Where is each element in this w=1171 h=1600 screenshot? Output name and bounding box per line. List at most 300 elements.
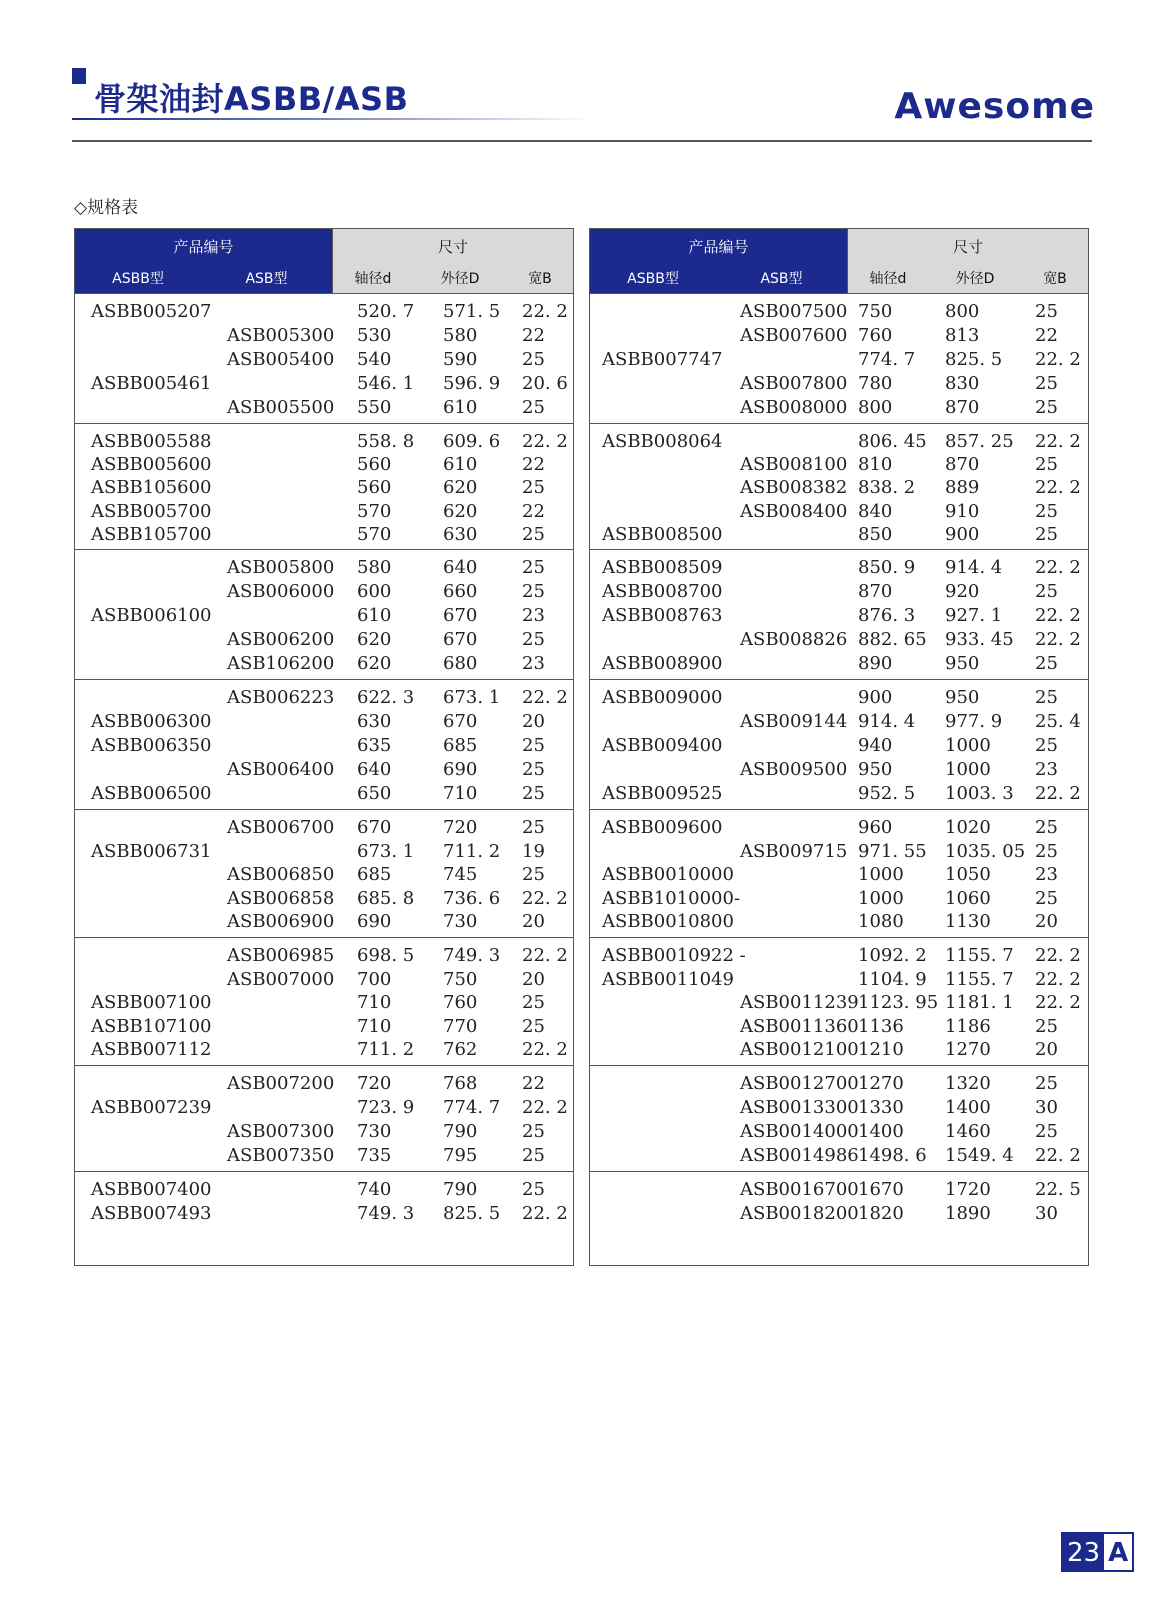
asb-cell: ASB0011360 bbox=[740, 1015, 859, 1037]
header-product-no: 产品编号 bbox=[590, 229, 848, 263]
width-cell: 22 bbox=[1035, 325, 1058, 346]
table-row bbox=[590, 300, 1088, 324]
outer-cell: 1890 bbox=[945, 1203, 991, 1224]
outer-cell: 1549. 4 bbox=[945, 1145, 1014, 1166]
table-row bbox=[590, 1096, 1088, 1120]
table-row bbox=[590, 1144, 1088, 1168]
width-cell: 20 bbox=[1035, 1039, 1058, 1061]
outer-cell: 1320 bbox=[945, 1073, 991, 1094]
outer-cell: 889 bbox=[945, 477, 980, 499]
outer-cell: 950 bbox=[945, 653, 980, 674]
asbb-cell: ASBB008509 bbox=[602, 557, 723, 578]
width-cell: 22. 2 bbox=[1035, 349, 1081, 370]
outer-cell: 690 bbox=[443, 759, 478, 780]
width-cell: 23 bbox=[522, 605, 545, 626]
outer-cell: 914. 4 bbox=[945, 557, 1003, 578]
shaft-cell: 850. 9 bbox=[858, 557, 916, 578]
table-row bbox=[75, 396, 573, 420]
outer-cell: 1186 bbox=[945, 1015, 991, 1037]
shaft-cell: 740 bbox=[357, 1179, 392, 1200]
asbb-cell: ASBB105600 bbox=[91, 477, 212, 499]
header-size: 尺寸 bbox=[848, 229, 1088, 263]
shaft-cell: 730 bbox=[357, 1121, 392, 1142]
outer-cell: 933. 45 bbox=[945, 629, 1014, 650]
width-cell: 25 bbox=[1035, 1121, 1058, 1142]
shaft-cell: 560 bbox=[357, 477, 392, 499]
width-cell: 22. 2 bbox=[1035, 945, 1081, 966]
shaft-cell: 876. 3 bbox=[858, 605, 916, 626]
asbb-cell: ASBB006350 bbox=[91, 735, 212, 756]
shaft-cell: 750 bbox=[858, 301, 893, 322]
asb-cell: ASB006200 bbox=[227, 629, 335, 650]
asb-cell: ASB007200 bbox=[227, 1073, 335, 1094]
asbb-cell: ASBB007239 bbox=[91, 1097, 212, 1118]
outer-cell: 1050 bbox=[945, 864, 991, 886]
page-letter: A bbox=[1104, 1534, 1132, 1570]
asb-cell: ASB0018200 bbox=[740, 1203, 859, 1224]
table-row bbox=[75, 652, 573, 676]
shaft-cell: 806. 45 bbox=[858, 431, 927, 452]
page-number-badge bbox=[1061, 1532, 1134, 1572]
width-cell: 22. 2 bbox=[1035, 968, 1081, 990]
width-cell: 25 bbox=[1035, 1073, 1058, 1094]
width-cell: 25 bbox=[522, 1121, 545, 1142]
outer-cell: 1460 bbox=[945, 1121, 991, 1142]
shaft-cell: 673. 1 bbox=[357, 840, 415, 862]
asbb-cell: ASBB008763 bbox=[602, 605, 723, 626]
asb-cell: ASB007800 bbox=[740, 373, 848, 394]
table-row bbox=[590, 991, 1088, 1015]
table-row bbox=[590, 887, 1088, 911]
table-row bbox=[75, 1072, 573, 1096]
table-row bbox=[590, 604, 1088, 628]
width-cell: 23 bbox=[1035, 759, 1058, 780]
header-asbb-type: ASBB型 bbox=[75, 263, 201, 293]
outer-cell: 630 bbox=[443, 523, 478, 545]
asbb-cell: ASBB008500 bbox=[602, 523, 723, 545]
asb-cell: ASB008000 bbox=[740, 397, 848, 418]
shaft-cell: 622. 3 bbox=[357, 687, 415, 708]
shaft-cell: 1820 bbox=[858, 1203, 904, 1224]
shaft-cell: 1400 bbox=[858, 1121, 904, 1142]
width-cell: 30 bbox=[1035, 1203, 1058, 1224]
table-row bbox=[590, 863, 1088, 887]
width-cell: 25 bbox=[1035, 523, 1058, 545]
outer-cell: 870 bbox=[945, 397, 980, 418]
outer-cell: 1130 bbox=[945, 911, 991, 933]
asbb-cell: ASBB105700 bbox=[91, 523, 212, 545]
asbb-cell: ASBB009000 bbox=[602, 687, 723, 708]
table-row bbox=[75, 816, 573, 840]
shaft-cell: 1000 bbox=[858, 864, 904, 886]
width-cell: 25. 4 bbox=[1035, 711, 1081, 732]
outer-cell: 1000 bbox=[945, 759, 991, 780]
shaft-cell: 1080 bbox=[858, 911, 904, 933]
shaft-cell: 723. 9 bbox=[357, 1097, 415, 1118]
table-row bbox=[590, 1015, 1088, 1039]
asbb-cell: ASBB008700 bbox=[602, 581, 723, 602]
table-row bbox=[75, 580, 573, 604]
width-cell: 20 bbox=[522, 711, 545, 732]
outer-cell: 813 bbox=[945, 325, 980, 346]
table-row bbox=[75, 1096, 573, 1120]
shaft-cell: 630 bbox=[357, 711, 392, 732]
width-cell: 25 bbox=[522, 1145, 545, 1166]
outer-cell: 673. 1 bbox=[443, 687, 501, 708]
shaft-cell: 558. 8 bbox=[357, 431, 415, 452]
page-number: 23 bbox=[1063, 1534, 1104, 1570]
asbb-cell: ASBB007100 bbox=[91, 992, 212, 1014]
width-cell: 25 bbox=[522, 783, 545, 804]
outer-cell: 790 bbox=[443, 1121, 478, 1142]
shaft-cell: 900 bbox=[858, 687, 893, 708]
outer-cell: 800 bbox=[945, 301, 980, 322]
width-cell: 25 bbox=[522, 397, 545, 418]
shaft-cell: 685 bbox=[357, 864, 392, 886]
header-asb-type: ASB型 bbox=[201, 263, 333, 293]
table-body-right bbox=[590, 294, 1088, 1230]
width-cell: 25 bbox=[1035, 373, 1058, 394]
row-group bbox=[590, 294, 1088, 424]
row-group bbox=[75, 1172, 573, 1230]
asb-cell: ASB0012100 bbox=[740, 1039, 859, 1061]
table-row bbox=[75, 348, 573, 372]
shaft-cell: 1136 bbox=[858, 1015, 904, 1037]
outer-cell: 730 bbox=[443, 911, 478, 933]
shaft-cell: 570 bbox=[357, 500, 392, 522]
shaft-cell: 711. 2 bbox=[357, 1039, 415, 1061]
width-cell: 25 bbox=[1035, 397, 1058, 418]
width-cell: 22. 2 bbox=[1035, 431, 1081, 452]
asb-cell: ASB005400 bbox=[227, 349, 335, 370]
outer-cell: 1000 bbox=[945, 735, 991, 756]
outer-cell: 1400 bbox=[945, 1097, 991, 1118]
asbb-cell: ASBB008900 bbox=[602, 653, 723, 674]
outer-cell: 825. 5 bbox=[945, 349, 1003, 370]
asbb-cell: ASBB0010922 - bbox=[602, 945, 746, 966]
row-group bbox=[75, 1066, 573, 1172]
width-cell: 22. 2 bbox=[522, 1039, 568, 1061]
asb-cell: ASB006858 bbox=[227, 887, 335, 909]
outer-cell: 580 bbox=[443, 325, 478, 346]
table-row bbox=[75, 887, 573, 911]
shaft-cell: 620 bbox=[357, 653, 392, 674]
width-cell: 19 bbox=[522, 840, 545, 862]
spec-table-right bbox=[589, 228, 1089, 1266]
table-row bbox=[590, 782, 1088, 806]
outer-cell: 670 bbox=[443, 629, 478, 650]
outer-cell: 760 bbox=[443, 992, 478, 1014]
asbb-cell: ASBB0010000 bbox=[602, 864, 734, 886]
width-cell: 22. 2 bbox=[522, 687, 568, 708]
shaft-cell: 546. 1 bbox=[357, 373, 415, 394]
width-cell: 25 bbox=[1035, 817, 1058, 838]
asbb-cell: ASBB005700 bbox=[91, 500, 212, 522]
table-row bbox=[590, 840, 1088, 864]
page-title: 骨架油封ASBB/ASB bbox=[94, 80, 409, 118]
outer-cell: 660 bbox=[443, 581, 478, 602]
width-cell: 25 bbox=[522, 759, 545, 780]
asbb-cell: ASBB005207 bbox=[91, 301, 212, 322]
row-group bbox=[75, 424, 573, 550]
row-group bbox=[590, 1172, 1088, 1230]
width-cell: 25 bbox=[522, 477, 545, 499]
table-row bbox=[75, 430, 573, 454]
table-row bbox=[75, 968, 573, 992]
table-row bbox=[590, 816, 1088, 840]
table-row bbox=[590, 476, 1088, 500]
outer-cell: 830 bbox=[945, 373, 980, 394]
outer-cell: 762 bbox=[443, 1039, 478, 1061]
shaft-cell: 1000 bbox=[858, 887, 904, 909]
outer-cell: 749. 3 bbox=[443, 945, 501, 966]
shaft-cell: 882. 65 bbox=[858, 629, 927, 650]
width-cell: 25 bbox=[522, 817, 545, 838]
table-row bbox=[75, 991, 573, 1015]
outer-cell: 1003. 3 bbox=[945, 783, 1014, 804]
shaft-cell: 650 bbox=[357, 783, 392, 804]
outer-cell: 710 bbox=[443, 783, 478, 804]
asb-cell: ASB006223 bbox=[227, 687, 335, 708]
asb-cell: ASB008100 bbox=[740, 454, 848, 476]
width-cell: 22. 2 bbox=[1035, 992, 1081, 1014]
width-cell: 25 bbox=[1035, 454, 1058, 476]
width-cell: 25 bbox=[1035, 735, 1058, 756]
header-size: 尺寸 bbox=[333, 229, 573, 263]
shaft-cell: 1270 bbox=[858, 1073, 904, 1094]
width-cell: 25 bbox=[522, 349, 545, 370]
table-row bbox=[75, 476, 573, 500]
asb-cell: ASB006000 bbox=[227, 581, 335, 602]
table-row bbox=[590, 628, 1088, 652]
table-row bbox=[75, 782, 573, 806]
outer-cell: 1155. 7 bbox=[945, 945, 1014, 966]
title-underline bbox=[72, 118, 592, 120]
asbb-cell: ASBB009400 bbox=[602, 735, 723, 756]
shaft-cell: 1123. 95 bbox=[858, 992, 939, 1014]
header-outer-d: 外径D bbox=[928, 263, 1022, 293]
outer-cell: 610 bbox=[443, 454, 478, 476]
shaft-cell: 810 bbox=[858, 454, 893, 476]
table-row bbox=[75, 1178, 573, 1202]
outer-cell: 900 bbox=[945, 523, 980, 545]
outer-cell: 680 bbox=[443, 653, 478, 674]
outer-cell: 927. 1 bbox=[945, 605, 1003, 626]
outer-cell: 720 bbox=[443, 817, 478, 838]
table-row bbox=[75, 944, 573, 968]
shaft-cell: 1104. 9 bbox=[858, 968, 927, 990]
table-row bbox=[590, 1202, 1088, 1226]
shaft-cell: 735 bbox=[357, 1145, 392, 1166]
outer-cell: 670 bbox=[443, 711, 478, 732]
width-cell: 22. 5 bbox=[1035, 1179, 1081, 1200]
table-row bbox=[590, 324, 1088, 348]
outer-cell: 610 bbox=[443, 397, 478, 418]
width-cell: 25 bbox=[522, 581, 545, 602]
asbb-cell: ASBB007112 bbox=[91, 1039, 212, 1061]
asb-cell: ASB0014986 bbox=[740, 1145, 859, 1166]
shaft-cell: 580 bbox=[357, 557, 392, 578]
shaft-cell: 600 bbox=[357, 581, 392, 602]
table-row bbox=[590, 734, 1088, 758]
shaft-cell: 670 bbox=[357, 817, 392, 838]
table-row bbox=[590, 1178, 1088, 1202]
table-row bbox=[590, 710, 1088, 734]
outer-cell: 910 bbox=[945, 500, 980, 522]
outer-cell: 1181. 1 bbox=[945, 992, 1014, 1014]
title-marker bbox=[72, 68, 86, 84]
table-row bbox=[75, 840, 573, 864]
table-row bbox=[75, 604, 573, 628]
shaft-cell: 749. 3 bbox=[357, 1203, 415, 1224]
table-row bbox=[590, 453, 1088, 477]
table-body-left bbox=[75, 294, 573, 1230]
row-group bbox=[590, 810, 1088, 938]
width-cell: 25 bbox=[522, 1015, 545, 1037]
width-cell: 22. 2 bbox=[1035, 557, 1081, 578]
shaft-cell: 710 bbox=[357, 1015, 392, 1037]
table-row bbox=[75, 910, 573, 934]
table-row bbox=[75, 1202, 573, 1226]
brand-logo: Awesome bbox=[894, 86, 1095, 127]
width-cell: 23 bbox=[1035, 864, 1058, 886]
table-row bbox=[75, 1120, 573, 1144]
shaft-cell: 635 bbox=[357, 735, 392, 756]
outer-cell: 571. 5 bbox=[443, 301, 501, 322]
outer-cell: 768 bbox=[443, 1073, 478, 1094]
width-cell: 22. 2 bbox=[522, 431, 568, 452]
row-group bbox=[590, 424, 1088, 550]
header-asbb-type: ASBB型 bbox=[590, 263, 716, 293]
width-cell: 25 bbox=[522, 557, 545, 578]
row-group bbox=[590, 1066, 1088, 1172]
shaft-cell: 1498. 6 bbox=[858, 1145, 927, 1166]
table-row bbox=[75, 523, 573, 547]
asbb-cell: ASBB0011049 bbox=[602, 968, 734, 990]
outer-cell: 640 bbox=[443, 557, 478, 578]
table-row bbox=[75, 1015, 573, 1039]
row-group bbox=[590, 550, 1088, 680]
width-cell: 25 bbox=[522, 864, 545, 886]
asb-cell: ASB007600 bbox=[740, 325, 848, 346]
outer-cell: 774. 7 bbox=[443, 1097, 501, 1118]
shaft-cell: 560 bbox=[357, 454, 392, 476]
outer-cell: 870 bbox=[945, 454, 980, 476]
shaft-cell: 620 bbox=[357, 629, 392, 650]
asb-cell: ASB006400 bbox=[227, 759, 335, 780]
table-row bbox=[590, 556, 1088, 580]
width-cell: 25 bbox=[1035, 1015, 1058, 1037]
width-cell: 25 bbox=[522, 735, 545, 756]
row-group bbox=[75, 938, 573, 1066]
width-cell: 22 bbox=[522, 325, 545, 346]
asbb-cell: ASBB006100 bbox=[91, 605, 212, 626]
asb-cell: ASB0016700 bbox=[740, 1179, 859, 1200]
shaft-cell: 1330 bbox=[858, 1097, 904, 1118]
shaft-cell: 550 bbox=[357, 397, 392, 418]
shaft-cell: 971. 55 bbox=[858, 840, 927, 862]
outer-cell: 1155. 7 bbox=[945, 968, 1014, 990]
table-row bbox=[590, 1072, 1088, 1096]
table-row bbox=[590, 968, 1088, 992]
header-shaft-d: 轴径d bbox=[333, 263, 413, 293]
outer-cell: 1060 bbox=[945, 887, 991, 909]
width-cell: 25 bbox=[1035, 687, 1058, 708]
width-cell: 25 bbox=[1035, 840, 1058, 862]
shaft-cell: 914. 4 bbox=[858, 711, 916, 732]
table-row bbox=[75, 1038, 573, 1062]
asbb-cell: ASBB0010800 bbox=[602, 911, 734, 933]
width-cell: 22. 2 bbox=[522, 887, 568, 909]
table-row bbox=[590, 758, 1088, 782]
shaft-cell: 530 bbox=[357, 325, 392, 346]
table-row bbox=[590, 523, 1088, 547]
width-cell: 22. 2 bbox=[522, 945, 568, 966]
asb-cell: ASB006900 bbox=[227, 911, 335, 933]
asb-cell: ASB005500 bbox=[227, 397, 335, 418]
shaft-cell: 870 bbox=[858, 581, 893, 602]
asbb-cell: ASBB009600 bbox=[602, 817, 723, 838]
asbb-cell: ASBB008064 bbox=[602, 431, 723, 452]
shaft-cell: 960 bbox=[858, 817, 893, 838]
shaft-cell: 710 bbox=[357, 992, 392, 1014]
shaft-cell: 690 bbox=[357, 911, 392, 933]
asbb-cell: ASBB006500 bbox=[91, 783, 212, 804]
asbb-cell: ASBB007400 bbox=[91, 1179, 212, 1200]
asb-cell: ASB008382 bbox=[740, 477, 848, 499]
shaft-cell: 850 bbox=[858, 523, 893, 545]
asbb-cell: ASBB006731 bbox=[91, 840, 212, 862]
width-cell: 20 bbox=[522, 968, 545, 990]
width-cell: 22 bbox=[522, 454, 545, 476]
width-cell: 25 bbox=[522, 629, 545, 650]
spec-table-left bbox=[74, 228, 574, 1266]
width-cell: 22 bbox=[522, 1073, 545, 1094]
asb-cell: ASB0014000 bbox=[740, 1121, 859, 1142]
width-cell: 20 bbox=[1035, 911, 1058, 933]
outer-cell: 745 bbox=[443, 864, 478, 886]
outer-cell: 825. 5 bbox=[443, 1203, 501, 1224]
outer-cell: 596. 9 bbox=[443, 373, 501, 394]
outer-cell: 770 bbox=[443, 1015, 478, 1037]
table-row bbox=[75, 1144, 573, 1168]
table-row bbox=[590, 944, 1088, 968]
row-group bbox=[75, 294, 573, 424]
table-row bbox=[590, 652, 1088, 676]
header-outer-d: 外径D bbox=[413, 263, 507, 293]
table-row bbox=[590, 1038, 1088, 1062]
asb-cell: ASB006850 bbox=[227, 864, 335, 886]
table-row bbox=[75, 710, 573, 734]
shaft-cell: 540 bbox=[357, 349, 392, 370]
outer-cell: 670 bbox=[443, 605, 478, 626]
width-cell: 22. 2 bbox=[1035, 477, 1081, 499]
width-cell: 22. 2 bbox=[522, 301, 568, 322]
table-row bbox=[590, 910, 1088, 934]
table-row bbox=[75, 453, 573, 477]
header-rule bbox=[72, 140, 1092, 142]
width-cell: 22. 2 bbox=[1035, 629, 1081, 650]
shaft-cell: 610 bbox=[357, 605, 392, 626]
shaft-cell: 940 bbox=[858, 735, 893, 756]
width-cell: 30 bbox=[1035, 1097, 1058, 1118]
shaft-cell: 890 bbox=[858, 653, 893, 674]
table-row bbox=[75, 500, 573, 524]
shaft-cell: 1670 bbox=[858, 1179, 904, 1200]
outer-cell: 920 bbox=[945, 581, 980, 602]
table-row bbox=[590, 348, 1088, 372]
table-row bbox=[590, 686, 1088, 710]
